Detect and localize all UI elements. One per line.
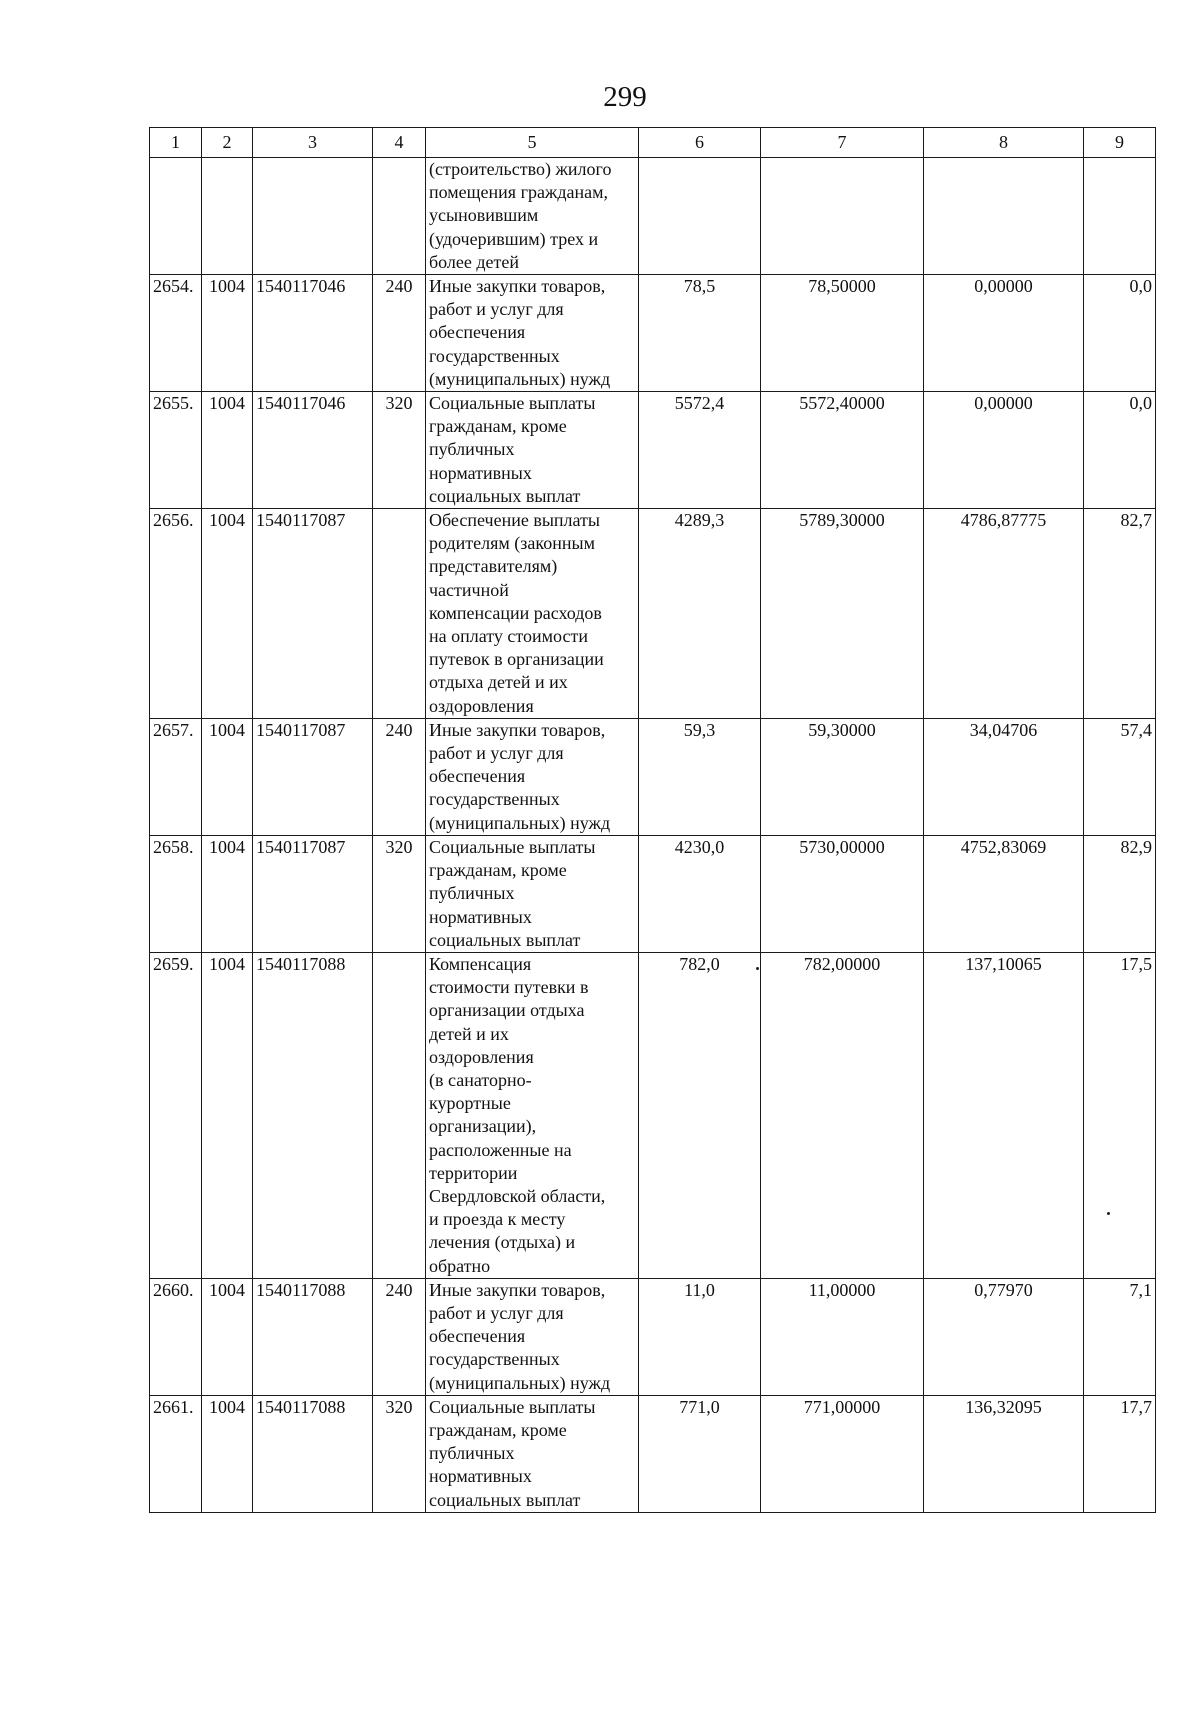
target-code-cell: 1540117087 [253,835,373,952]
table-row [150,392,1156,509]
name-line: государственных [429,1349,560,1370]
row-number-cell: 2656. [150,509,202,719]
name-line: Иные закупки товаров, [429,276,606,297]
name-line: нормативных [429,1466,532,1487]
header-cell: 4 [373,128,426,158]
name-cell [426,1395,639,1512]
expense-type-cell [373,509,426,719]
table-row [150,952,1156,1278]
approved-amount-cell: 5572,4 [639,392,761,509]
name-line: публичных [429,883,515,904]
name-line: компенсации расходов [429,602,602,623]
name-line: работ и услуг для [429,743,564,764]
name-line: родителям (законным [429,533,595,554]
name-line: (муниципальных) нужд [429,368,611,389]
name-cell [426,952,639,1278]
name-line: и проезда к месту [429,1209,566,1230]
table-cell [924,158,1084,275]
name-line: (удочерившим) трех и [429,228,599,249]
percent-cell: 82,9 [1084,835,1156,952]
section-code-cell: 1004 [202,952,253,1278]
table-cell [639,158,761,275]
executed-amount-cell: 0,00000 [924,392,1084,509]
percent-cell: 17,7 [1084,1395,1156,1512]
approved-amount-cell: 4230,0 [639,835,761,952]
header-cell: 5 [426,128,639,158]
name-line: расположенные на [429,1139,572,1160]
name-line: гражданам, кроме [429,860,567,881]
table-row [150,1278,1156,1395]
target-code-cell: 1540117046 [253,275,373,392]
budget-table [149,127,1156,1513]
name-cell [426,718,639,835]
name-line: организации отдыха [429,1000,585,1021]
header-cell: 2 [202,128,253,158]
name-line: оздоровления [429,1046,534,1067]
header-cell: 1 [150,128,202,158]
table-body [150,128,1156,1513]
refined-amount-cell: 78,50000 [761,275,924,392]
continuation-row [150,158,1156,275]
name-line: публичных [429,439,515,460]
target-code-cell: 1540117088 [253,952,373,1278]
table-cell [761,158,924,275]
row-number-cell: 2659. [150,952,202,1278]
name-line: социальных выплат [429,1489,581,1510]
executed-amount-cell: 4786,87775 [924,509,1084,719]
name-line: Свердловской области, [429,1185,606,1206]
header-row [150,128,1156,158]
executed-amount-cell: 34,04706 [924,718,1084,835]
percent-cell: 82,7 [1084,509,1156,719]
row-number-cell: 2654. [150,275,202,392]
executed-amount-cell: 136,32095 [924,1395,1084,1512]
name-line: гражданам, кроме [429,416,567,437]
name-line: организации), [429,1116,537,1137]
row-number-cell: 2660. [150,1278,202,1395]
name-line: работ и услуг для [429,1302,564,1323]
row-number-cell: 2658. [150,835,202,952]
refined-amount-cell: 59,30000 [761,718,924,835]
section-code-cell: 1004 [202,509,253,719]
refined-amount-cell: 5789,30000 [761,509,924,719]
scan-speck [1107,1212,1110,1215]
name-cell [426,835,639,952]
name-line: путевок в организации [429,649,604,670]
name-line: государственных [429,789,560,810]
name-line: оздоровления [429,695,534,716]
name-line: обеспечения [429,1326,526,1347]
name-line: Обеспечение выплаты [429,510,601,531]
target-code-cell: 1540117088 [253,1395,373,1512]
expense-type-cell: 320 [373,1395,426,1512]
table-row [150,835,1156,952]
name-line: Социальные выплаты [429,836,596,857]
name-cell [426,509,639,719]
header-cell: 7 [761,128,924,158]
section-code-cell: 1004 [202,1395,253,1512]
name-line: Иные закупки товаров, [429,1279,606,1300]
approved-amount-cell: 78,5 [639,275,761,392]
percent-cell: 0,0 [1084,275,1156,392]
name-line: работ и услуг для [429,299,564,320]
name-line: обеспечения [429,322,526,343]
refined-amount-cell: 11,00000 [761,1278,924,1395]
name-line: Социальные выплаты [429,1396,596,1417]
refined-amount-cell: 782,00000 [761,952,924,1278]
target-code-cell: 1540117087 [253,509,373,719]
name-line: территории [429,1162,518,1183]
percent-cell: 17,5 [1084,952,1156,1278]
name-line: (муниципальных) нужд [429,1372,611,1393]
header-cell: 6 [639,128,761,158]
approved-amount-cell: 59,3 [639,718,761,835]
table-cell [150,158,202,275]
name-line: гражданам, кроме [429,1419,567,1440]
name-line: Компенсация [429,953,532,974]
table-row [150,1395,1156,1512]
name-cell [426,158,639,275]
name-line: государственных [429,345,560,366]
section-code-cell: 1004 [202,275,253,392]
header-cell: 9 [1084,128,1156,158]
header-cell: 8 [924,128,1084,158]
expense-type-cell: 320 [373,392,426,509]
name-line: частичной [429,579,509,600]
target-code-cell: 1540117088 [253,1278,373,1395]
header-cell: 3 [253,128,373,158]
table-row [150,275,1156,392]
name-line: детей и их [429,1023,509,1044]
name-line: усыновившим [429,205,539,226]
expense-type-cell: 240 [373,718,426,835]
row-number-cell: 2661. [150,1395,202,1512]
name-line: на оплату стоимости [429,626,588,647]
name-line: помещения гражданам, [429,182,609,203]
section-code-cell: 1004 [202,718,253,835]
name-line: (строительство) жилого [429,159,612,179]
row-number-cell: 2657. [150,718,202,835]
refined-amount-cell: 771,00000 [761,1395,924,1512]
name-line: нормативных [429,462,532,483]
name-line: отдыха детей и их [429,672,568,693]
name-line: (муниципальных) нужд [429,812,611,833]
expense-type-cell: 240 [373,1278,426,1395]
expense-type-cell: 320 [373,835,426,952]
approved-amount-cell: 4289,3 [639,509,761,719]
name-line: Иные закупки товаров, [429,719,606,740]
percent-cell: 0,0 [1084,392,1156,509]
target-code-cell: 1540117046 [253,392,373,509]
name-line: представителям) [429,556,558,577]
percent-cell: 7,1 [1084,1278,1156,1395]
section-code-cell: 1004 [202,835,253,952]
percent-cell: 57,4 [1084,718,1156,835]
table-cell [253,158,373,275]
name-line: социальных выплат [429,929,581,950]
row-number-cell: 2655. [150,392,202,509]
scan-speck [756,967,759,970]
name-line: публичных [429,1443,515,1464]
expense-type-cell: 240 [373,275,426,392]
expense-type-cell [373,952,426,1278]
executed-amount-cell: 137,10065 [924,952,1084,1278]
refined-amount-cell: 5572,40000 [761,392,924,509]
section-code-cell: 1004 [202,392,253,509]
name-line: лечения (отдыха) и [429,1232,576,1253]
executed-amount-cell: 0,77970 [924,1278,1084,1395]
executed-amount-cell: 4752,83069 [924,835,1084,952]
name-line: Социальные выплаты [429,393,596,414]
table-row [150,718,1156,835]
name-cell [426,1278,639,1395]
name-line: стоимости путевки в [429,977,589,998]
name-line: обратно [429,1255,491,1276]
name-line: (в санаторно- [429,1069,532,1090]
approved-amount-cell: 782,0 [639,952,761,1278]
approved-amount-cell: 11,0 [639,1278,761,1395]
refined-amount-cell: 5730,00000 [761,835,924,952]
name-line: более детей [429,251,520,272]
section-code-cell: 1004 [202,1278,253,1395]
executed-amount-cell: 0,00000 [924,275,1084,392]
table-cell [1084,158,1156,275]
name-line: обеспечения [429,766,526,787]
target-code-cell: 1540117087 [253,718,373,835]
page-number: 299 [603,81,647,113]
name-line: нормативных [429,906,532,927]
name-cell [426,275,639,392]
table-cell [202,158,253,275]
name-cell [426,392,639,509]
approved-amount-cell: 771,0 [639,1395,761,1512]
table-row [150,509,1156,719]
name-line: курортные [429,1093,511,1114]
table-cell [373,158,426,275]
name-line: социальных выплат [429,485,581,506]
